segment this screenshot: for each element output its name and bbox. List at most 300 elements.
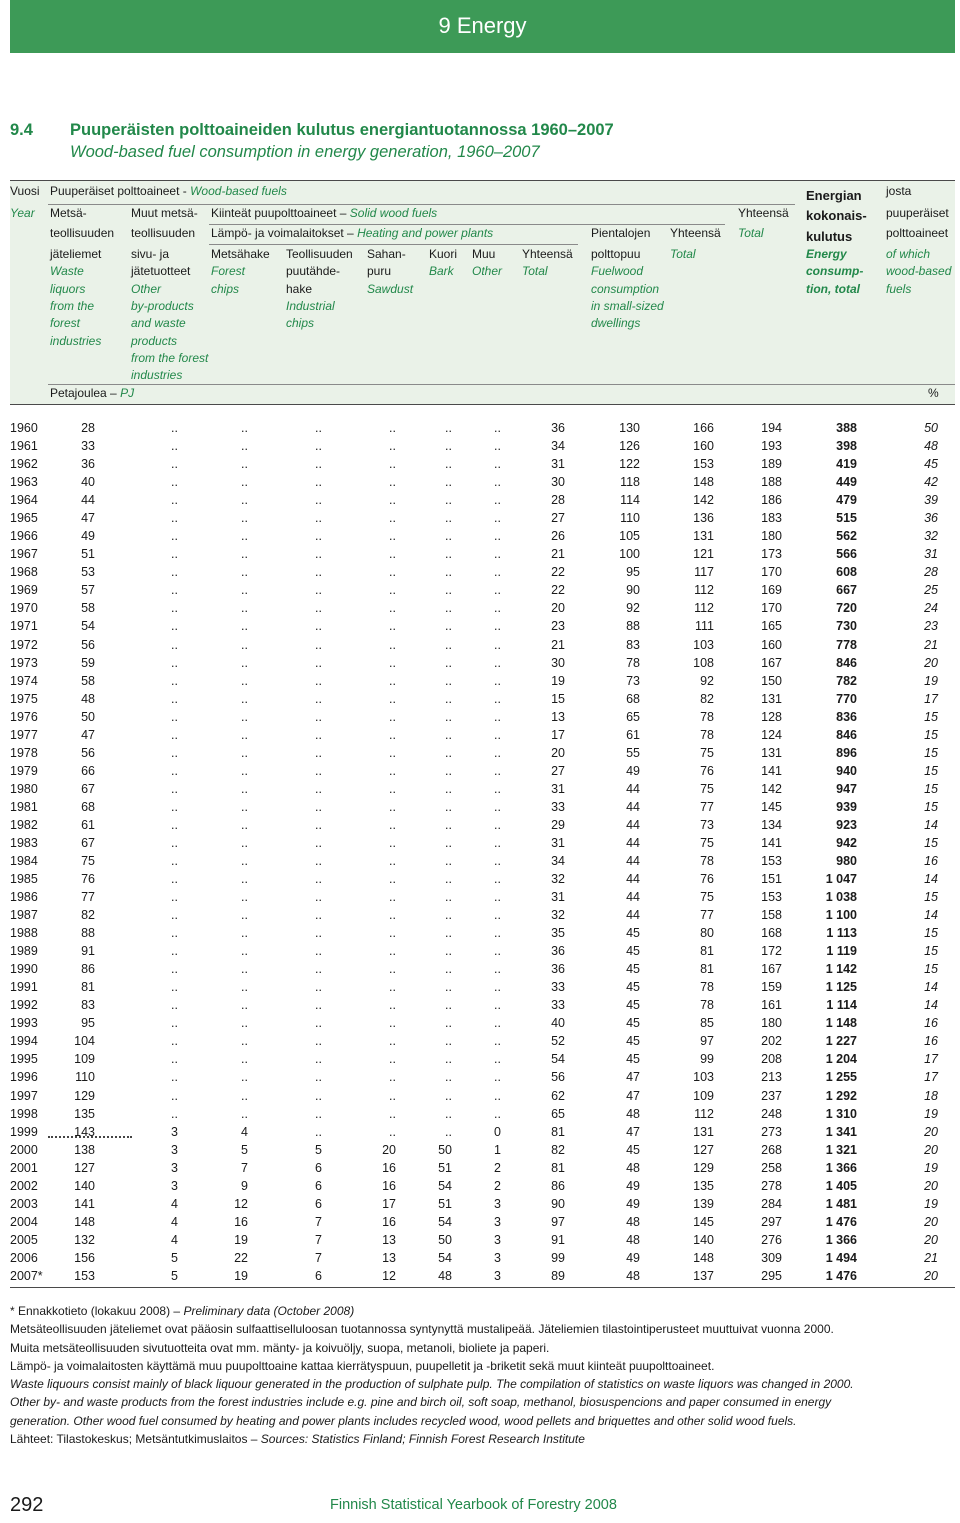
cell-wood-fuels-total: 165 [761,619,782,634]
cell-wood-share: 50 [924,421,938,435]
footnotes [10,1302,955,1448]
cell-wood-fuels-total: 173 [761,547,782,562]
cell-fuelwood: 95 [626,565,640,580]
cell-year: 1974 [10,673,38,688]
cell-waste-liquors: 47 [81,511,95,526]
table-row [0,1015,960,1031]
cell-other-wood: .. [494,745,501,760]
cell-plants-total: 54 [551,1052,565,1067]
cell-forest-chips: .. [241,709,248,724]
cell-wood-share: 15 [924,926,938,941]
cell-energy-total: 980 [836,854,857,868]
cell-industrial-chips: .. [315,529,322,544]
cell-wood-share: 14 [924,872,938,886]
cell-wood-fuels-total: 309 [761,1250,782,1265]
footnote-preliminary-fi: * Ennakkotieto (lokakuu 2008) – [10,1304,184,1318]
cell-plants-total: 21 [551,547,565,562]
cell-energy-total: 1 476 [825,1268,857,1283]
cell-wood-fuels-total: 141 [761,763,782,778]
cell-year: 1978 [10,745,38,760]
table-row [0,582,960,598]
cell-plants-total: 34 [551,439,565,453]
cell-year: 1995 [10,1052,38,1067]
cell-wood-share: 20 [924,655,938,670]
table-row [0,745,960,761]
cell-plants-total: 56 [551,1070,565,1085]
table-row [0,1106,960,1122]
cell-plants-total: 31 [551,835,565,850]
cell-forest-chips: 7 [241,1160,248,1175]
cell-bark: .. [445,1070,452,1085]
header-sawdust-fi: Sahan- [367,247,406,261]
cell-sawdust: .. [389,547,396,562]
cell-industrial-chips: 6 [315,1268,322,1283]
cell-wood-share: 19 [924,1106,938,1121]
cell-other-byproducts: .. [171,980,178,995]
cell-year: 1966 [10,529,38,544]
cell-sawdust: 13 [382,1250,396,1265]
header-other-byproducts-fi: sivu- ja [131,247,170,261]
cell-energy-total: 940 [836,763,857,778]
cell-forest-chips: .. [241,727,248,742]
cell-solid-fuels-total: 117 [694,565,714,580]
cell-forest-chips: .. [241,835,248,850]
cell-forest-chips: .. [241,745,248,760]
cell-sawdust: .. [389,1070,396,1085]
cell-energy-total: 1 148 [825,1016,857,1031]
header-other-byproducts-en: Other [131,282,162,296]
cell-forest-chips: 9 [241,1178,248,1193]
table-row [0,1178,960,1194]
cell-solid-fuels-total: 78 [700,980,714,995]
cell-plants-total: 13 [551,709,565,724]
header-group-fi: Puuperäiset polttoaineet - [50,184,191,198]
cell-wood-fuels-total: 180 [761,529,782,544]
cell-other-byproducts: .. [171,817,178,832]
cell-sawdust: 12 [382,1268,396,1283]
cell-fuelwood: 44 [626,781,640,796]
cell-fuelwood: 47 [626,1088,640,1103]
cell-energy-total: 942 [836,835,857,850]
header-other-byproducts-fi: teollisuuden [131,226,196,240]
cell-wood-fuels-total: 170 [761,565,782,580]
cell-other-byproducts: .. [171,691,178,706]
cell-other-wood: .. [494,475,501,490]
cell-solid-fuels-total: 131 [693,1124,714,1139]
cell-year: 2002 [10,1178,38,1193]
cell-industrial-chips: .. [315,691,322,706]
cell-other-byproducts: .. [171,421,178,435]
header-energy-total-en: consump- [806,264,864,278]
cell-wood-share: 24 [924,601,938,616]
header-wood-share-en: of which [886,247,931,261]
cell-waste-liquors: 57 [81,583,95,598]
chapter-title: 9 Energy [438,13,527,38]
cell-year: 2000 [10,1142,38,1157]
cell-fuelwood: 44 [626,890,640,904]
cell-wood-share: 14 [924,980,938,995]
cell-fuelwood: 126 [619,439,640,453]
cell-solid-fuels-total: 85 [700,1016,714,1031]
cell-other-wood: .. [494,637,501,652]
cell-waste-liquors: 66 [81,763,95,778]
cell-other-byproducts: .. [171,457,178,472]
cell-plants-total: 36 [551,421,565,435]
cell-other-wood: .. [494,655,501,670]
cell-other-wood: .. [494,709,501,724]
cell-wood-fuels-total: 160 [761,637,782,652]
cell-year: 1977 [10,727,38,742]
cell-wood-share: 17 [924,1070,938,1085]
cell-energy-total: 1 100 [825,908,857,923]
cell-forest-chips: .. [241,601,248,616]
cell-solid-fuels-total: 92 [700,673,714,688]
cell-year: 2007* [10,1268,43,1283]
cell-bark: .. [445,529,452,544]
cell-wood-fuels-total: 194 [761,421,782,435]
cell-other-wood: .. [494,980,501,995]
cell-other-byproducts: .. [171,529,178,544]
cell-bark: .. [445,944,452,959]
cell-sawdust: .. [389,854,396,868]
cell-wood-share: 15 [924,763,938,778]
cell-solid-fuels-total: 140 [693,1232,714,1247]
cell-forest-chips: .. [241,980,248,995]
cell-forest-chips: .. [241,1106,248,1121]
cell-forest-chips: .. [241,1088,248,1103]
table-row [0,997,960,1013]
cell-forest-chips: .. [241,781,248,796]
footnote-preliminary [10,1302,955,1320]
cell-fuelwood: 44 [626,872,640,886]
cell-waste-liquors: 156 [74,1250,95,1265]
cell-bark: .. [445,745,452,760]
table-row [0,456,960,472]
cell-other-wood: .. [494,890,501,904]
cell-fuelwood: 110 [620,511,640,526]
cell-energy-total: 923 [836,817,857,832]
cell-sawdust: .. [389,799,396,814]
cell-forest-chips: .. [241,673,248,688]
cell-other-wood: 2 [494,1178,501,1193]
cell-forest-chips: .. [241,799,248,814]
cell-energy-total: 1 366 [825,1160,857,1175]
cell-fuelwood: 48 [626,1214,640,1229]
cell-sawdust: 17 [382,1196,396,1211]
cell-energy-total: 608 [836,565,857,580]
cell-industrial-chips: .. [315,872,322,886]
cell-forest-chips: .. [241,817,248,832]
cell-other-byproducts: .. [171,565,178,580]
header-waste-liquors-en: from the [50,299,95,313]
cell-solid-fuels-total: 129 [693,1160,714,1175]
cell-other-wood: .. [494,781,501,796]
cell-forest-chips: .. [241,890,248,904]
cell-other-byproducts: 4 [171,1196,178,1211]
table-row [0,943,960,959]
cell-bark: .. [445,475,452,490]
cell-other-wood: .. [494,1088,501,1103]
cell-forest-chips: 12 [234,1196,248,1211]
cell-other-byproducts: .. [171,872,178,886]
cell-fuelwood: 45 [626,1052,640,1067]
cell-waste-liquors: 67 [81,835,95,850]
header-fuelwood-fi: polttopuu [591,247,641,261]
cell-industrial-chips: .. [315,709,322,724]
cell-energy-total: 1 038 [825,890,857,904]
cell-other-byproducts: .. [171,673,178,688]
cell-other-byproducts: .. [171,583,178,598]
cell-industrial-chips: .. [315,998,322,1013]
cell-bark: .. [445,547,452,562]
cell-wood-share: 21 [924,1250,938,1265]
cell-sawdust: .. [389,926,396,941]
cell-solid-fuels-total: 81 [700,944,714,959]
cell-energy-total: 1 292 [825,1088,857,1103]
cell-other-wood: .. [494,962,501,977]
cell-solid-fuels-total: 73 [700,817,714,832]
table-row [0,528,960,544]
cell-waste-liquors: 33 [81,439,95,453]
cell-wood-fuels-total: 170 [761,601,782,616]
header-wood-total-en: Total [738,226,764,240]
header-sawdust-fi: puru [367,264,392,278]
table-row [0,637,960,653]
cell-other-wood: .. [494,1052,501,1067]
cell-other-wood: .. [494,619,501,634]
cell-energy-total: 1 047 [825,872,857,886]
cell-bark: .. [445,980,452,995]
cell-forest-chips: .. [241,763,248,778]
header-solid-total-fi: Yhteensä [670,226,721,240]
cell-bark: .. [445,926,452,941]
header-solid-total-en: Total [670,247,696,261]
cell-other-wood: .. [494,908,501,923]
cell-forest-chips: .. [241,872,248,886]
cell-energy-total: 846 [836,727,857,742]
header-plants-total-fi: Yhteensä [522,247,573,261]
cell-year: 2005 [10,1232,38,1247]
cell-other-byproducts: 4 [171,1214,178,1229]
cell-industrial-chips: .. [315,439,322,453]
cell-forest-chips: .. [241,691,248,706]
cell-energy-total: 479 [836,493,857,508]
cell-energy-total: 515 [836,511,857,526]
cell-waste-liquors: 95 [81,1016,95,1031]
cell-wood-fuels-total: 202 [761,1034,782,1049]
cell-wood-share: 15 [924,799,938,814]
cell-plants-total: 91 [551,1232,565,1247]
cell-plants-total: 21 [551,637,565,652]
cell-energy-total: 1 481 [825,1196,857,1211]
cell-other-wood: .. [494,799,501,814]
cell-industrial-chips: .. [315,763,322,778]
cell-year: 1960 [10,421,38,435]
cell-fuelwood: 47 [626,1124,640,1139]
header-wood-share-fi: polttoaineet [886,226,949,240]
cell-plants-total: 86 [551,1178,565,1193]
header-waste-liquors-en: forest [50,316,81,330]
cell-bark: .. [445,962,452,977]
cell-fuelwood: 49 [626,1178,640,1193]
cell-waste-liquors: 129 [74,1088,95,1103]
cell-wood-share: 39 [924,493,938,508]
cell-energy-total: 449 [836,475,857,490]
cell-plants-total: 82 [551,1142,565,1157]
table-row [0,781,960,797]
cell-other-byproducts: .. [171,1106,178,1121]
cell-solid-fuels-total: 109 [693,1088,714,1103]
cell-other-wood: .. [494,457,501,472]
cell-solid-fuels-total: 78 [700,854,714,868]
cell-plants-total: 36 [551,944,565,959]
cell-energy-total: 1 476 [825,1214,857,1229]
cell-fuelwood: 83 [626,637,640,652]
cell-energy-total: 1 494 [825,1250,857,1265]
table-row [0,1160,960,1176]
cell-plants-total: 31 [551,890,565,904]
cell-sawdust: .. [389,637,396,652]
cell-energy-total: 388 [836,421,857,435]
cell-plants-total: 33 [551,799,565,814]
header-fuelwood-en: Fuelwood [591,264,644,278]
table-row [0,420,960,436]
cell-year: 1999 [10,1124,38,1139]
cell-energy-total: 846 [836,655,857,670]
header-wood-share-fi: puuperäiset [886,206,949,220]
cell-industrial-chips: .. [315,1052,322,1067]
cell-industrial-chips: .. [315,908,322,923]
cell-waste-liquors: 49 [81,529,95,544]
cell-other-byproducts: .. [171,493,178,508]
cell-fuelwood: 65 [626,709,640,724]
cell-industrial-chips: .. [315,511,322,526]
cell-bark: .. [445,619,452,634]
cell-year: 1986 [10,890,38,904]
cell-energy-total: 1 227 [825,1034,857,1049]
header-energy-total-fi: kulutus [806,229,853,244]
cell-plants-total: 20 [551,745,565,760]
cell-wood-share: 17 [924,1052,938,1067]
cell-year: 1984 [10,854,38,868]
cell-other-byproducts: 3 [171,1160,178,1175]
header-solid-fuels-fi: Kiinteät puupolttoaineet – [211,206,350,220]
cell-waste-liquors: 109 [74,1052,95,1067]
cell-industrial-chips: 7 [315,1250,322,1265]
cell-plants-total: 81 [551,1160,565,1175]
cell-sawdust: .. [389,475,396,490]
cell-year: 1961 [10,439,38,453]
table-title-en: Wood-based fuel consumption in energy generation, 1960–2007 [70,143,540,161]
cell-other-wood: 3 [494,1196,501,1211]
cell-industrial-chips: 5 [315,1142,322,1157]
header-other-byproducts-en: and waste [131,316,186,330]
cell-waste-liquors: 59 [81,655,95,670]
cell-bark: 51 [438,1160,452,1175]
unit-label-en: PJ [120,386,135,400]
cell-sawdust: .. [389,1106,396,1121]
cell-sawdust: .. [389,601,396,616]
table-row [0,438,960,454]
cell-fuelwood: 44 [626,835,640,850]
cell-industrial-chips: .. [315,1070,322,1085]
cell-solid-fuels-total: 131 [693,529,714,544]
cell-industrial-chips: .. [315,457,322,472]
header-other-byproducts-en: products [131,334,178,348]
cell-energy-total: 947 [836,781,857,796]
cell-solid-fuels-total: 111 [694,619,714,634]
cell-industrial-chips: .. [315,1016,322,1031]
cell-other-wood: .. [494,547,501,562]
cell-forest-chips: .. [241,493,248,508]
cell-wood-fuels-total: 167 [761,655,782,670]
cell-wood-share: 20 [924,1214,938,1229]
cell-sawdust: .. [389,980,396,995]
cell-solid-fuels-total: 135 [693,1178,714,1193]
cell-industrial-chips: .. [315,1124,322,1139]
footnote-fi: Lämpö- ja voimalaitosten käyttämä muu puupolttoaine kattaa kierrätyspuun, puupelletit ja -briketit sekä muut kiinteät puupolttoaineet. [10,1358,715,1373]
header-forest-chips-fi: Metsähake [211,247,270,261]
header-waste-liquors-en: liquors [50,282,86,296]
cell-waste-liquors: 50 [81,709,95,724]
table-row [0,618,960,634]
cell-other-wood: 1 [494,1142,501,1157]
cell-energy-total: 566 [836,547,857,562]
cell-other-byproducts: 5 [171,1250,178,1265]
cell-plants-total: 40 [551,1016,565,1031]
cell-energy-total: 939 [836,799,857,814]
cell-solid-fuels-total: 78 [700,727,714,742]
cell-wood-fuels-total: 141 [761,835,782,850]
cell-solid-fuels-total: 77 [700,799,714,814]
cell-other-wood: .. [494,691,501,706]
table-row [0,925,960,941]
cell-energy-total: 1 119 [826,944,857,959]
header-wood-share-en: wood-based [886,264,952,278]
cell-bark: .. [445,709,452,724]
cell-energy-total: 1 310 [825,1106,857,1121]
cell-sawdust: .. [389,691,396,706]
header-fuelwood-en: dwellings [591,316,641,330]
cell-forest-chips: .. [241,565,248,580]
cell-bark: .. [445,1016,452,1031]
cell-forest-chips: 16 [234,1214,248,1229]
cell-fuelwood: 100 [619,547,640,562]
cell-wood-share: 16 [924,1016,938,1031]
cell-plants-total: 15 [551,691,565,706]
cell-other-byproducts: .. [171,835,178,850]
cell-energy-total: 896 [836,745,857,760]
header-fuelwood-fi: Pientalojen [591,226,651,240]
cell-other-byproducts: .. [171,601,178,616]
cell-bark: 54 [438,1250,452,1265]
cell-bark: 54 [438,1178,452,1193]
cell-waste-liquors: 56 [81,637,95,652]
cell-wood-fuels-total: 169 [761,583,782,598]
table-row [0,564,960,580]
cell-fuelwood: 114 [620,493,640,508]
cell-fuelwood: 44 [626,908,640,923]
cell-industrial-chips: .. [315,854,322,868]
cell-plants-total: 99 [551,1250,565,1265]
cell-wood-fuels-total: 183 [761,511,782,526]
header-waste-liquors-fi: Metsä- [50,206,87,220]
cell-solid-fuels-total: 80 [700,926,714,941]
header-other-byproducts-en: industries [131,368,183,382]
cell-wood-share: 20 [924,1232,938,1247]
cell-other-wood: .. [494,1034,501,1049]
cell-waste-liquors: 77 [81,890,95,904]
